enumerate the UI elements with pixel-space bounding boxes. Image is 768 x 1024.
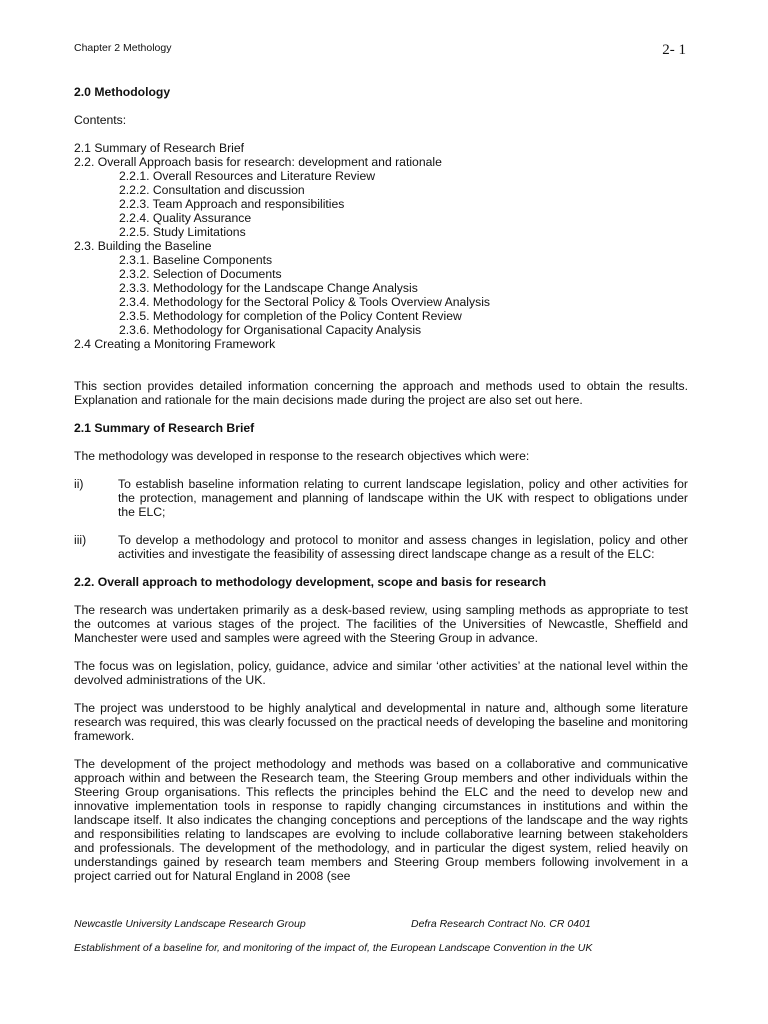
toc-entry: 2.3.5. Methodology for completion of the Policy Content Review <box>119 309 462 323</box>
footer-contract: Defra Research Contract No. CR 0401 <box>411 918 591 930</box>
contents-label: Contents: <box>74 113 127 127</box>
toc-entry: 2.4 Creating a Monitoring Framework <box>74 337 276 351</box>
table-of-contents <box>74 141 688 351</box>
chapter-heading: 2.0 Methodology <box>74 85 171 99</box>
toc-entry: 2.3.4. Methodology for the Sectoral Policy & Tools Overview Analysis <box>119 295 490 309</box>
footer-line <box>74 918 694 930</box>
footer-title: Establishment of a baseline for, and monitoring of the impact of, the European Landscape Convention in the UK <box>74 942 593 954</box>
body-paragraph: The research was undertaken primarily as a desk-based review, using sampling methods as appropriate to test the outcomes at various stages of the project. The facilities of the Universities of Newcastle, Sheffield and Manchester were used and samples were agreed with the Steering Group in advance. <box>74 603 688 645</box>
toc-entry: 2.3.1. Baseline Components <box>119 253 273 267</box>
section-heading: 2.1 Summary of Research Brief <box>74 421 255 435</box>
toc-entry: 2.3.2. Selection of Documents <box>119 267 282 281</box>
toc-entry: 2.3.6. Methodology for Organisational Capacity Analysis <box>119 323 422 337</box>
body-paragraph: The project was understood to be highly analytical and developmental in nature and, although some literature research was required, this was clearly focussed on the practical needs of developing the baseline and monitoring framework. <box>74 701 688 743</box>
section-heading: 2.2. Overall approach to methodology development, scope and basis for research <box>74 575 547 589</box>
toc-entry: 2.2. Overall Approach basis for research: development and rationale <box>74 155 442 169</box>
objective-text: To develop a methodology and protocol to monitor and assess changes in legislation, policy and other activities and investigate the feasibility of assessing direct landscape change as a result of the ELC: <box>118 533 688 561</box>
objective-item <box>74 477 688 519</box>
toc-entry: 2.2.2. Consultation and discussion <box>119 183 305 197</box>
toc-entry: 2.2.5. Study Limitations <box>119 225 246 239</box>
toc-entry: 2.2.3. Team Approach and responsibilities <box>119 197 345 211</box>
objective-text: To establish baseline information relating to current landscape legislation, policy and other activities for the protection, management and planning of landscape within the UK with respect to obligations under the ELC; <box>118 477 688 519</box>
toc-entry: 2.3. Building the Baseline <box>74 239 212 253</box>
page-content <box>74 85 688 897</box>
objective-item <box>74 533 688 561</box>
objective-number: iii) <box>74 533 87 547</box>
toc-entry: 2.2.4. Quality Assurance <box>119 211 252 225</box>
intro-paragraph: This section provides detailed information concerning the approach and methods used to obtain the results. Explanation and rationale for the main decisions made during the project are also set out here. <box>74 379 688 407</box>
toc-entry: 2.1 Summary of Research Brief <box>74 141 245 155</box>
toc-entry: 2.3.3. Methodology for the Landscape Change Analysis <box>119 281 418 295</box>
section-lead: The methodology was developed in response to the research objectives which were: <box>74 449 530 463</box>
toc-entry: 2.2.1. Overall Resources and Literature Review <box>119 169 376 183</box>
page-number: 2- 1 <box>662 42 686 58</box>
footer-organisation: Newcastle University Landscape Research Group <box>74 918 306 930</box>
body-paragraph: The development of the project methodology and methods was based on a collaborative and communicative approach within and between the Research team, the Steering Group members and other individuals within the Steering Group organisations. This reflects the principles behind the ELC and the need to develop new and innovative implementation tools in response to rapidly changing circumstances in institutions and within the landscape itself. It also indicates the changing conceptions and perceptions of the landscape and the way rights and responsibilities relating to landscapes are evolving to include collaborative learning between stakeholders and professionals. The development of the methodology, and in particular the digest system, relied heavily on understandings gained by research team members and Steering Group members following involvement in a project carried out for Natural England in 2008 (see <box>74 757 688 883</box>
body-paragraph: The focus was on legislation, policy, guidance, advice and similar ‘other activities’ at the national level within the devolved administrations of the UK. <box>74 659 688 687</box>
running-head: Chapter 2 Methology <box>74 42 172 54</box>
objective-number: ii) <box>74 477 84 491</box>
